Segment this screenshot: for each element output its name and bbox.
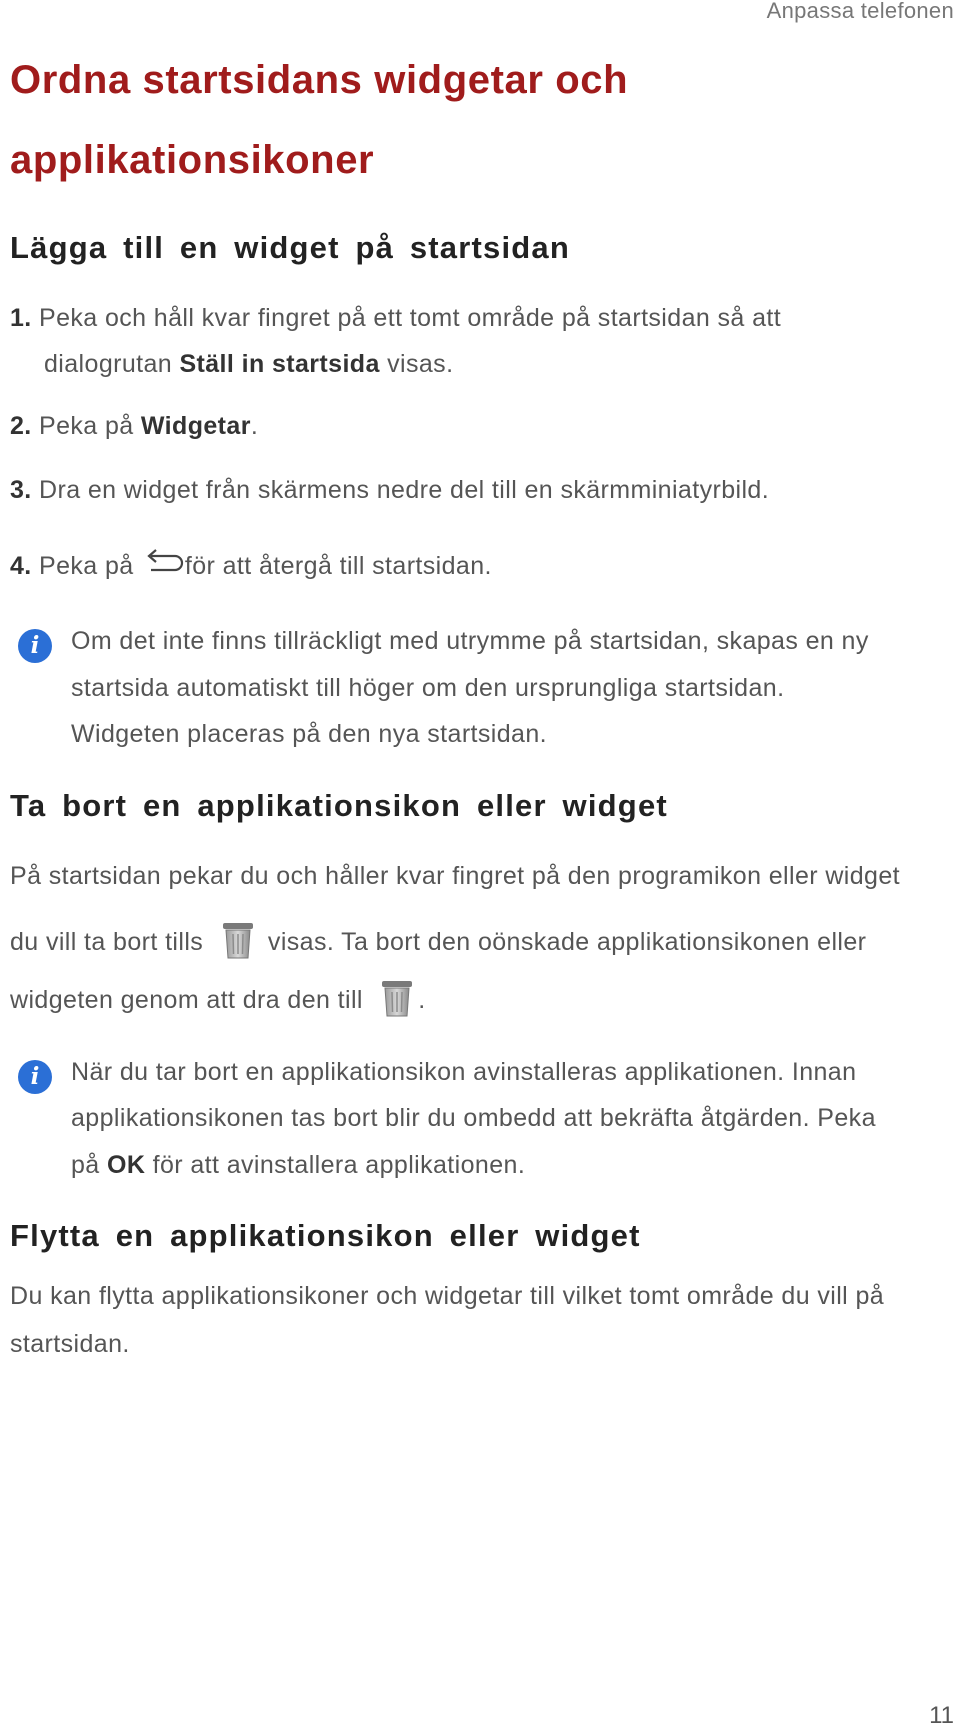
running-header: Anpassa telefonen xyxy=(766,0,954,23)
note-line: Widgeten placeras på den nya startsidan. xyxy=(71,720,547,748)
step-text: visas. xyxy=(379,350,454,378)
paragraph-line: På startsidan pekar du och håller kvar fingret på den programikon eller widget xyxy=(10,862,901,890)
step-text: Dra en widget från skärmens nedre del till en skärmminiatyrbild. xyxy=(39,476,770,504)
paragraph-text: widgeten genom att dra den till xyxy=(10,986,363,1014)
step-text: Peka på xyxy=(39,552,141,580)
step-text: dialogrutan xyxy=(44,350,180,378)
note-line: Om det inte finns tillräckligt med utrymme på startsidan, skapas en ny xyxy=(71,627,869,655)
heading-remove-icon: Ta bort en applikationsikon eller widget xyxy=(10,788,668,823)
back-arrow-icon xyxy=(141,548,185,578)
trash-icon xyxy=(221,920,255,960)
step-number: 1. xyxy=(10,304,32,332)
info-icon: i xyxy=(18,1060,52,1094)
step-text: för att återgå till startsidan. xyxy=(184,552,492,580)
paragraph-line: startsidan. xyxy=(10,1330,130,1358)
button-name: OK xyxy=(106,1151,146,1179)
paragraph-text: du vill ta bort tills xyxy=(10,928,204,956)
step-1-continued xyxy=(44,350,453,379)
note-text: för att avinstallera applikationen. xyxy=(145,1151,526,1179)
step-text: Peka på xyxy=(39,412,141,440)
step-2 xyxy=(10,412,258,441)
trash-icon xyxy=(380,978,414,1018)
step-1 xyxy=(10,304,781,333)
note-line: applikationsikonen tas bort blir du ombedd att bekräfta åtgärden. Peka xyxy=(71,1104,876,1132)
paragraph-text: visas. Ta bort den oönskade applikationsikonen eller xyxy=(267,928,867,956)
page-number: 11 xyxy=(929,1702,954,1729)
paragraph-line xyxy=(10,978,426,1018)
step-number: 4. xyxy=(10,552,32,580)
note-line: När du tar bort en applikationsikon avinstalleras applikationen. Innan xyxy=(71,1058,857,1086)
note-text: på xyxy=(71,1151,107,1179)
info-icon: i xyxy=(18,629,52,663)
step-3 xyxy=(10,476,769,505)
heading-move-icon: Flytta en applikationsikon eller widget xyxy=(10,1218,641,1253)
option-name: Widgetar xyxy=(140,412,251,440)
note-line xyxy=(71,1151,525,1180)
paragraph-text: . xyxy=(418,986,426,1014)
dialog-name: Ställ in startsida xyxy=(179,350,380,378)
step-number: 2. xyxy=(10,412,32,440)
step-4 xyxy=(10,548,492,581)
page-title: Ordna startsidans widgetar och applikationsikoner xyxy=(10,58,629,182)
step-number: 3. xyxy=(10,476,32,504)
step-text: Peka och håll kvar fingret på ett tomt område på startsidan så att xyxy=(39,304,782,332)
note-line: startsida automatiskt till höger om den ursprungliga startsidan. xyxy=(71,674,785,702)
step-text: . xyxy=(250,412,259,440)
paragraph-line xyxy=(10,920,866,960)
heading-add-widget: Lägga till en widget på startsidan xyxy=(10,230,570,265)
paragraph-line: Du kan flytta applikationsikoner och widgetar till vilket tomt område du vill på xyxy=(10,1282,885,1310)
